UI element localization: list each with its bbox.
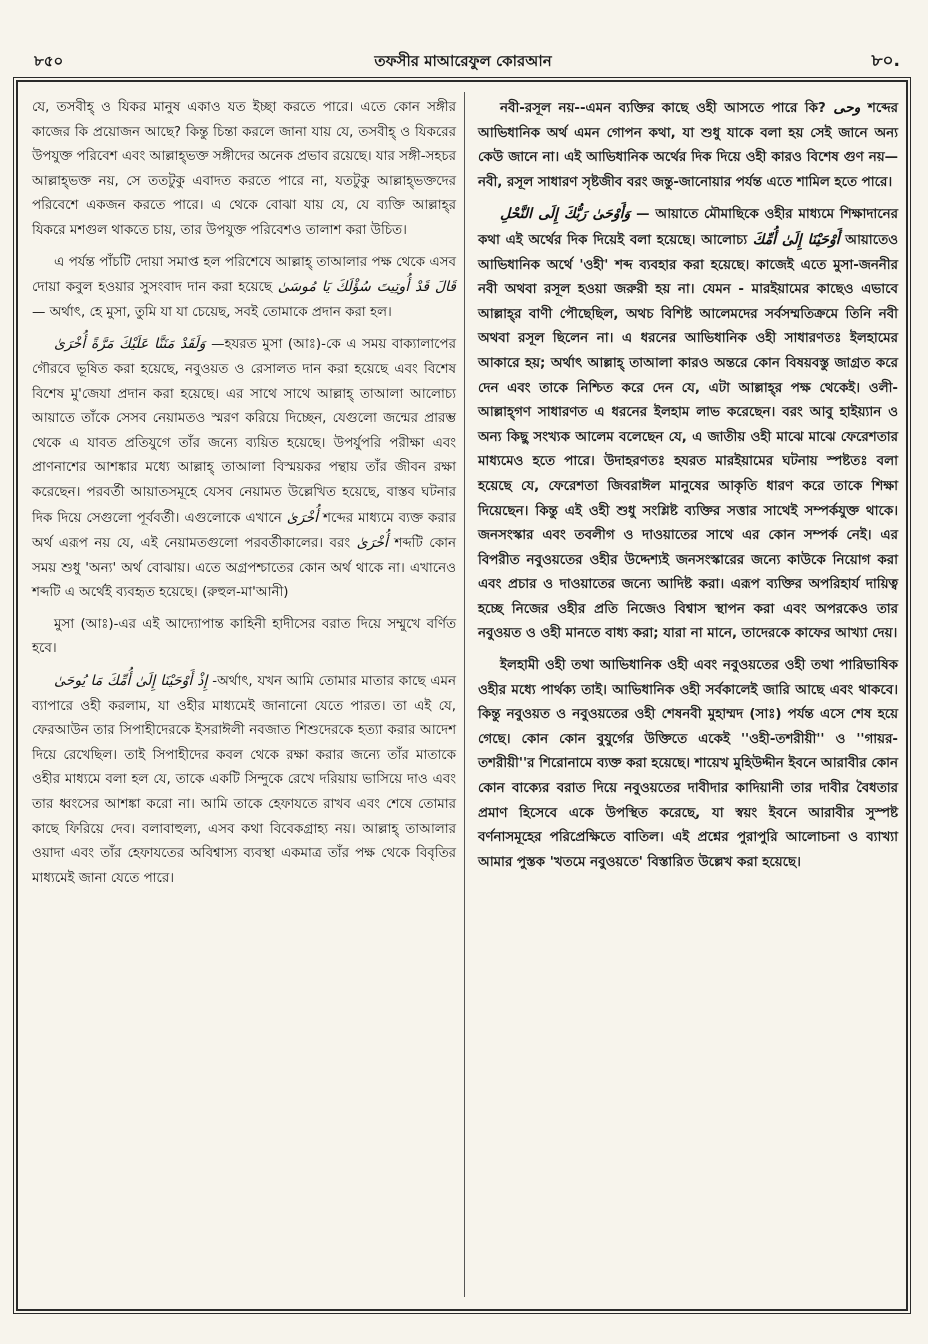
arabic-verse: وَلَقَدْ مَنَنَّا عَلَيْكَ مَرَّةً أُخْرَىٰ: [54, 336, 206, 353]
paragraph-text: আয়াতেও আভিধানিক অর্থে 'ওহী' শব্দ ব্যবহার করা হয়েছে। কাজেই এতে মুসা-জননীর নবী অথবা রসূল হওয়া জরুরী হয় না। যেমন - মারইয়ামের কাছেও এভাবে আল্লাহ্‌র বাণী পৌছেছিল, অথচ বিশিষ্ট আলেমদের সর্বসম্মতিক্রমে তিনি নবী অথবা রসূল ছিলেন না। এ ধরনের আভিধানিক ওহী সাধারণতঃ ইলহামের আকারে হয়; অর্থাৎ আল্লাহ্‌ তাআলা কারও অন্তরে কোন বিষয়বস্তু জাগ্রত করে দেন এবং তাকে নিশ্চিত করে দেন যে, এটা আল্লাহ্‌র পক্ষ থেকেই। ওলী-আল্লাহ্‌গণ সাধারণত এ ধরনের ইলহাম লাভ করেছেন। বরং আবু হাইয়্যান ও অন্য কিছু সংখ্যক আলেম বলেছেন যে, এ জাতীয় ওহী মাঝে মাঝে ফেরেশতার মাধ্যমেও হতে পারে। উদাহরণতঃ হযরত মারইয়ামের ঘটনায় স্পষ্টতঃ বলা হয়েছে যে, ফেরেশতা জিবরাঈল মানুষের আকৃতি ধারণ করে তাকে শিক্ষা দিয়েছেন। কিন্তু এই ওহী শুধু সংশ্লিষ্ট ব্যক্তির সত্তার সাথেই সম্পর্কযুক্ত থাকে। জনসংস্কার এবং তবলীগ ও দাওয়াতের সাথে এর কোন সম্পর্ক নেই। এর বিপরীত নবুওয়তের ওহীর উদ্দেশ্যই জনসংস্কারের জন্যে কাউকে নিয়োগ করা এবং প্রচার ও দাওয়াতের জন্যে আদিষ্ট করা। এরূপ ব্যক্তির অপরিহার্য দায়িত্ব হচ্ছে নিজের ওহীর প্রতি নিজেও বিশ্বাস স্থাপন করা এবং অপরকেও তার নবুওয়ত ও ওহী মানতে বাধ্য করা; যারা না মানে, তাদেরকে কাফের আখ্যা দেয়।: [478, 232, 898, 642]
paragraph: [32, 251, 456, 326]
column-divider: [464, 92, 465, 1297]
paragraph: [32, 669, 456, 891]
paragraph: [478, 96, 898, 195]
arabic-verse: إِذْ أَوْحَيْنَا إِلَىٰ أُمِّكَ مَا يُوحَىٰ: [54, 673, 208, 690]
right-column: [478, 96, 898, 882]
paragraph-text: এ পর্যন্ত পাঁচটি দোয়া সমাপ্ত হল পরিশেষে আল্লাহ্‌ তাআলার পক্ষ থেকে এসব দোয়া কবুল হওয়ার সুসংবাদ দান করা হয়েছে: [32, 254, 456, 296]
arabic-word: أُخْرَىٰ: [286, 509, 319, 526]
paragraph-text: শব্দের মাধ্যমে ব্যক্ত করার অর্থ এরূপ নয় যে, এই নেয়ামতগুলো পরবর্তীকালের। বরং: [32, 510, 456, 552]
arabic-word: وحى: [833, 100, 861, 116]
paragraph-text: শব্দের আভিধানিক অর্থ এমন গোপন কথা, যা শুধু যাকে বলা হয় সেই জানে অন্য কেউ জানে না। এই আভিধানিক অর্থের দিক দিয়ে ওহী কারও বিশেষ গুণ নয়—নবী, রসূল সাধারণ সৃষ্টজীব বরং জন্তু-জানোয়ার পর্যন্ত এতে শামিল হতে পারে।: [478, 101, 898, 190]
section-heading: নবী-রসূল নয়--এমন ব্যক্তির কাছে ওহী আসতে পারে কি?: [500, 101, 826, 116]
chapter-number: ৮০.: [871, 51, 900, 71]
paragraph: [32, 332, 456, 606]
left-column: [32, 96, 456, 898]
arabic-verse: أَوْحَيْنَا إِلَىٰ أُمِّكَ: [752, 231, 840, 248]
paragraph-text: — আয়াতে মৌমাছিকে ওহীর মাধ্যমে শিক্ষাদানের কথা এই অর্থের দিক দিয়েই বলা হয়েছে। আলোচ্য: [478, 207, 898, 248]
paragraph: যে, তসবীহ্‌ ও যিকর মানুষ একাও যত ইচ্ছা করতে পারে। এতে কোন সঙ্গীর কাজের কি প্রয়োজন আছে? কিন্তু চিন্তা করলে জানা যায় যে, তসবীহ্‌ ও যিকরের উপযুক্ত পরিবেশ এবং আল্লাহ্‌ভক্ত সঙ্গীদের অনেক প্রভাব রয়েছে। যার সঙ্গী-সহচর আল্লাহ্‌ভক্ত নয়, সে ততটুকু এবাদত করতে পারে না, যতটুকু আল্লাহ্‌ভক্তদের পরিবেশে একজন করতে পারে। এ থেকে বোঝা যায় যে, যে ব্যক্তি আল্লাহ্‌র যিকরে মশগুল থাকতে চায়, তার উপযুক্ত পরিবেশও তালাশ করা উচিত।: [32, 100, 456, 238]
paragraph: [478, 202, 898, 647]
arabic-verse: قَالَ قَدْ أُوتِيتَ سُؤْلَكَ يَا مُوسَىٰ: [277, 279, 457, 296]
page-header: [20, 38, 906, 78]
paragraph-text: —হযরত মুসা (আঃ)-কে এ সময় বাক্যালাপের গৌরবে ভূষিত করা হয়েছে, নবুওয়ত ও রেসালত দান করা হয়েছে এবং বিশেষ বিশেষ মু'জেযা প্রদান করা হয়েছে। এর সাথে সাথে আল্লাহ্‌ তাআলা আলোচ্য আয়াতে তাঁকে সেসব নেয়ামতও স্মরণ করিয়ে দিচ্ছেন, যেগুলো জন্মের প্রারম্ভ থেকে এ যাবত প্রতিযুগে তাঁর জন্যে ব্যয়িত হয়েছে। উপর্যুপরি পরীক্ষা এবং প্রাণনাশের আশঙ্কার মধ্যে আল্লাহ্‌ তাআলা বিস্ময়কর পন্থায় তাঁর জীবন রক্ষা করেছেন। পরবর্তী আয়াতসমূহে যেসব নেয়ামত উল্লেখিত হয়েছে, বাস্তব ঘটনার দিক দিয়ে সেগুলো পূর্ববর্তী। এগুলোকে এখানে: [32, 337, 456, 526]
arabic-verse: وَأَوْحَىٰ رَبُّكَ إِلَى النَّحْلِ: [500, 206, 631, 223]
arabic-word: أُخْرَىٰ: [356, 535, 388, 552]
running-title: তফসীর মাআরেফুল কোরআন: [374, 52, 552, 70]
paragraph: ইলহামী ওহী তথা আভিধানিক ওহী এবং নবুওয়তের ওহী তথা পারিভাষিক ওহীর মধ্যে পার্থক্য তাই। আভিধানিক ওহী সর্বকালেই জারি আছে এবং থাকবে। কিন্তু নবুওয়ত ও নবুওয়তের ওহী শেষনবী মুহাম্মদ (সাঃ) পর্যন্ত এসে শেষ হয়ে গেছে। কোন কোন বুযুর্গের উক্তিতে একেই ''ওহী-তশরীয়ী'' ও ''গায়র-তশরীয়ী''র শিরোনামে ব্যক্ত করা হয়েছে। শায়েখ মুহিউদ্দীন ইবনে আরাবীর কোন কোন বাক্যের বরাত দিয়ে নবুওয়তের দাবীদার কাদিয়ানী তার দাবীর বৈধতার প্রমাণ হিসেবে একে উপস্থিত করেছে, যা স্বয়ং ইবনে আরাবীর সুস্পষ্ট বর্ণনাসমূহের পরিপ্রেক্ষিতে বাতিল। এই প্রশ্নের পুরাপুরি আলোচনা ও ব্যাখ্যা আমার পুস্তক 'খতমে নবুওয়তে' বিস্তারিত উল্লেখ করা হয়েছে।: [478, 658, 898, 870]
page-number: ৮৫০: [34, 52, 64, 70]
paragraph-text: শব্দটি কোন সময় শুধু 'অন্য' অর্থ বোঝায়। এতে অগ্রপশ্চাতের কোন অর্থ থাকে না। এখানেও শব্দটি এ অর্থেই ব্যবহৃত হয়েছে। (রুহুল-মা'আনী): [32, 536, 456, 601]
paragraph: মুসা (আঃ)-এর এই আদ্যোপান্ত কাহিনী হাদীসের বরাত দিয়ে সম্মুখে বর্ণিত হবে।: [32, 616, 456, 657]
paragraph-text: -অর্থাৎ, যখন আমি তোমার মাতার কাছে এমন ব্যাপারে ওহী করলাম, যা ওহীর মাধ্যমেই জানানো যেতে পারত। তা এই যে, ফেরআউন তার সিপাহীদেরকে ইসরাঈলী নবজাত শিশুদেরকে হত্যা করার আদেশ দিয়ে রেখেছিল। তাই সিপাহীদের কবল থেকে রক্ষা করার জন্যে তাঁর মাতাকে ওহীর মাধ্যমে বলা হল যে, তাকে একটি সিন্দুকে রেখে দরিয়ায় ভাসিয়ে দাও এবং তার ধ্বংসের আশঙ্কা করো না। আমি তাকে হেফাযতে রাখব এবং শেষে তোমার কাছে ফিরিয়ে দেব। বলাবাহুল্য, এসব কথা বিবেকগ্রাহ্য নয়। আল্লাহ্‌ তাআলার ওয়াদা এবং তাঁর হেফাযতের অবিশ্বাস্য ব্যবস্থা একমাত্র তাঁর পক্ষ থেকে বিবৃতির মাধ্যমেই জানা যেতে পারে।: [32, 674, 456, 886]
paragraph-text: — অর্থাৎ, হে মুসা, তুমি যা যা চেয়েছ, সবই তোমাকে প্রদান করা হল।: [32, 304, 392, 320]
